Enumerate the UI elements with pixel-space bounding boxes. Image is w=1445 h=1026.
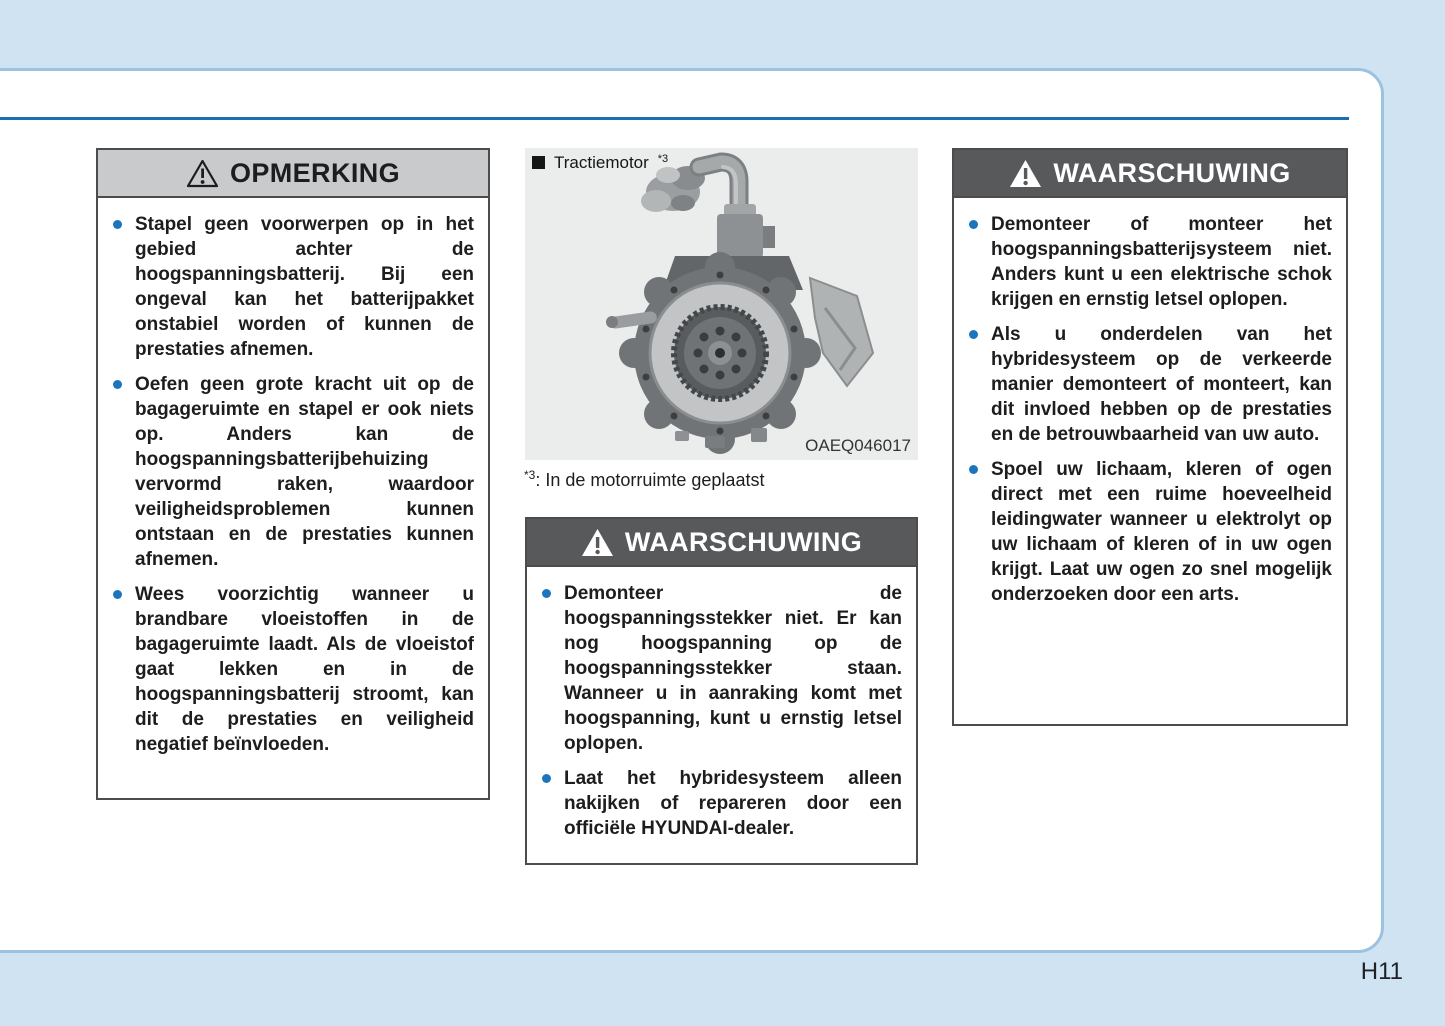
list-item <box>541 581 902 756</box>
warning-triangle-icon <box>581 528 614 557</box>
warning-box-right <box>952 148 1348 726</box>
page-number: H11 <box>1360 958 1403 985</box>
warning-box-right-body <box>954 198 1346 627</box>
bullet-icon <box>113 220 122 229</box>
warning-box-middle <box>525 517 918 865</box>
bullet-icon <box>969 465 978 474</box>
notice-triangle-icon <box>186 159 219 188</box>
figure-caption <box>532 153 668 173</box>
figure-image-code: OAEQ046017 <box>805 436 911 455</box>
warning-box-right-title: WAARSCHUWING <box>1053 157 1291 188</box>
figure-footnote <box>524 468 918 491</box>
bullet-icon <box>113 590 122 599</box>
list-item <box>112 582 474 757</box>
bullet-icon <box>542 774 551 783</box>
warning-box-middle-body <box>527 567 916 861</box>
list-item-text: Wees voorzichtig wanneer u brandbare vloeistoffen in de bagageruimte laadt. Als de vloeistof gaat lekken en in de hoogspanningsbatterij stroomt, kan dit de prestaties en veiligheid negatief beïnvloeden. <box>135 584 474 755</box>
bullet-icon <box>969 220 978 229</box>
list-item-text: Laat het hybridesysteem alleen nakijken of repareren door een officiële HYUNDAI-dealer. <box>564 768 902 839</box>
notice-box-body <box>98 198 488 777</box>
list-item-text: Stapel geen voorwerpen op in het gebied achter de hoogspanningsbatterij. Bij een ongeval kan het batterijpakket onstabiel worden of kunnen de prestaties afnemen. <box>135 214 474 360</box>
list-item <box>968 322 1332 447</box>
notice-box-header <box>98 150 488 198</box>
traction-motor-image <box>525 148 918 460</box>
bullet-icon <box>113 380 122 389</box>
warning-box-right-header <box>954 150 1346 198</box>
footnote-text: : In de motorruimte geplaatst <box>535 470 765 490</box>
warning-triangle-icon <box>1009 159 1042 188</box>
notice-box <box>96 148 490 800</box>
notice-box-title: OPMERKING <box>229 157 401 188</box>
list-item-text: Demonteer of monteer het hoogspanningsbatterijsysteem niet. Anders kunt u een elektrische schok krijgen en ernstig letsel oplopen. <box>991 214 1332 310</box>
list-item <box>112 372 474 572</box>
bullet-icon <box>542 589 551 598</box>
square-bullet-icon <box>532 156 545 169</box>
figure-caption-text: Tractiemotor <box>554 153 649 172</box>
list-item-text: Oefen geen grote kracht uit op de bagageruimte en stapel er ook niets op. Anders kan de hoogspanningsbatterijbehuizing vervormd raken, waardoor veiligheidsproblemen kunnen ontstaan en de prestaties kunnen afnemen. <box>135 374 474 570</box>
warning-box-middle-title: WAARSCHUWING <box>624 526 863 557</box>
list-item-text: Als u onderdelen van het hybridesysteem op de verkeerde manier demonteert of monteert, kan dit invloed hebben op de prestaties en de betrouwbaarheid van uw auto. <box>991 324 1332 445</box>
bullet-icon <box>969 330 978 339</box>
figure-caption-ref: *3 <box>657 153 669 165</box>
list-item <box>968 457 1332 607</box>
list-item <box>541 766 902 841</box>
list-item <box>112 212 474 362</box>
footnote-ref: *3 <box>524 468 536 482</box>
figure-tractiemotor <box>525 148 918 460</box>
list-item-text: Demonteer de hoogspanningsstekker niet. Er kan nog hoogspanning op de hoogspanningsstekker staan. Wanneer u in aanraking komt met hoogspanning, kunt u ernstig letsel oplopen. <box>564 583 902 754</box>
list-item-text: Spoel uw lichaam, kleren of ogen direct met een ruime hoeveelheid leidingwater wanneer u elektrolyt op uw lichaam of kleren of in uw ogen krijgt. Laat uw ogen zo snel mogelijk onderzoeken door een arts. <box>991 459 1332 605</box>
list-item <box>968 212 1332 312</box>
header-rule <box>0 117 1349 120</box>
warning-box-middle-header <box>527 519 916 567</box>
